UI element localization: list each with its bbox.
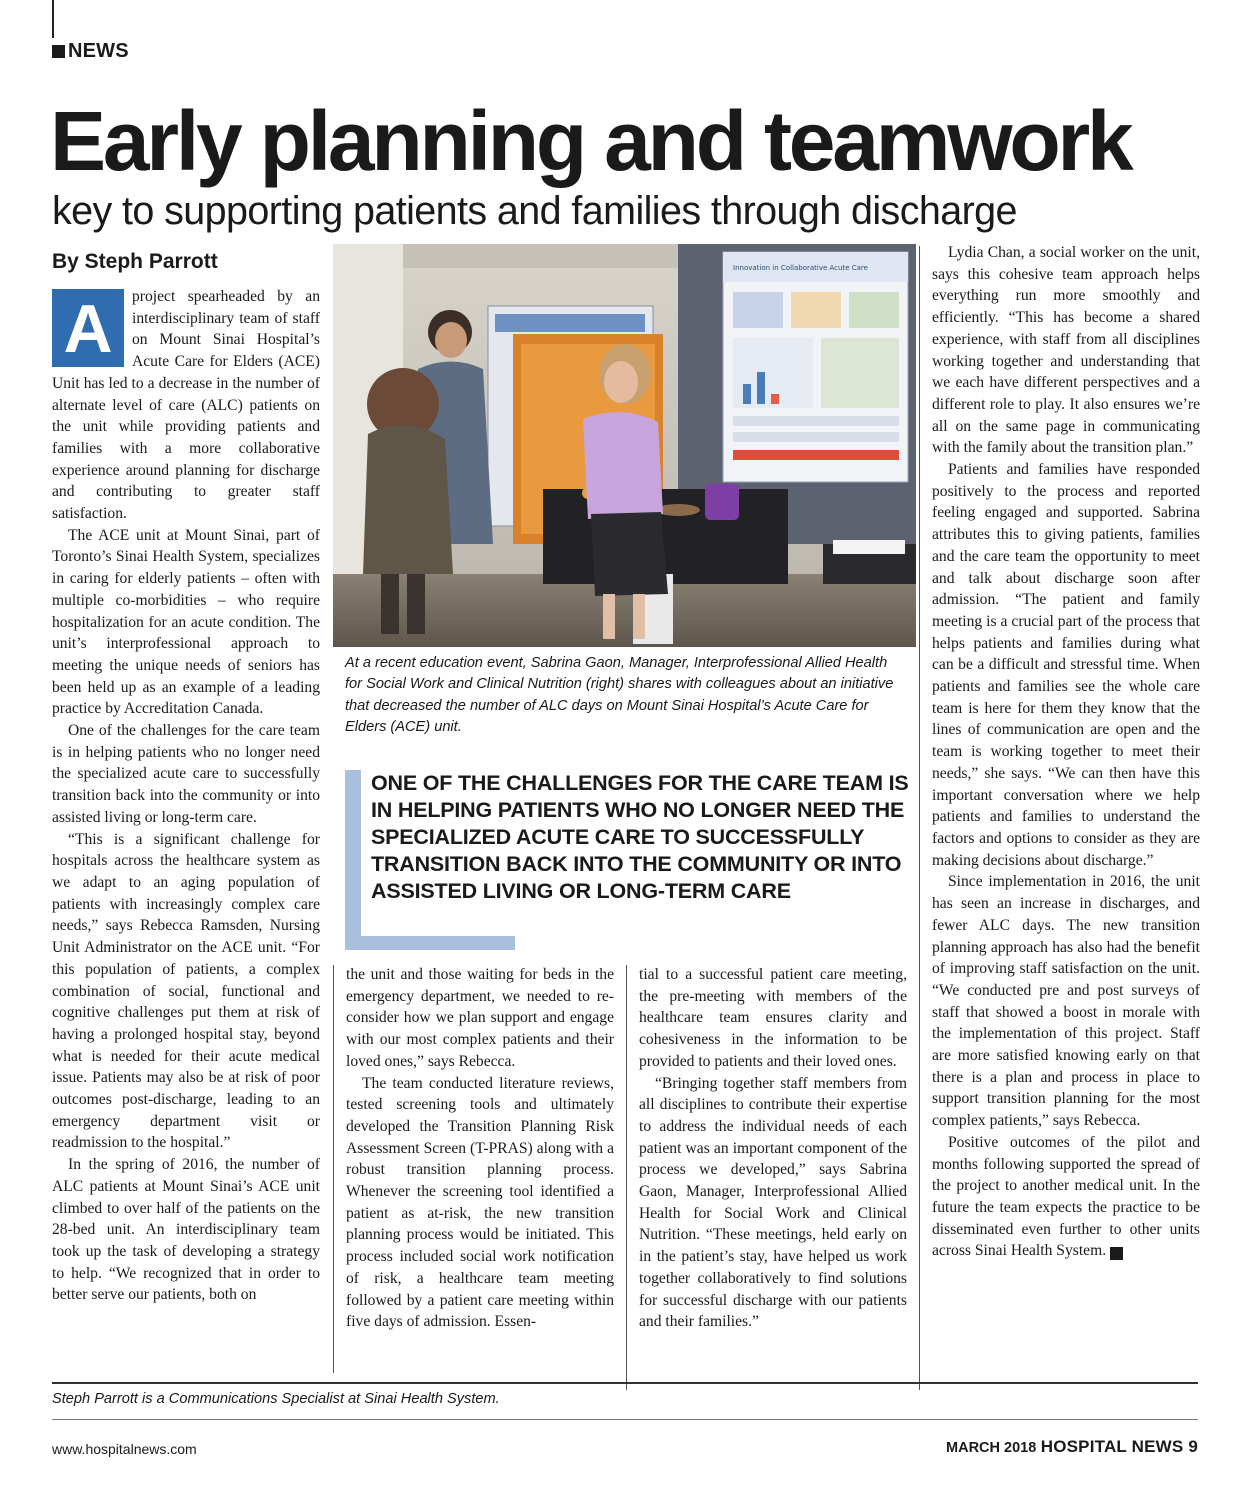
research-poster-title: Innovation in Collaborative Acute Care [733, 264, 868, 272]
article-column-4 [639, 964, 907, 1333]
article-column-1 [52, 286, 320, 1306]
person-woman-legs [381, 574, 399, 634]
poster-chart-bar [757, 372, 765, 404]
person-woman-coat [363, 425, 453, 574]
subheadline: key to supporting patients and families through discharge [52, 189, 1017, 233]
article-paragraph: In the spring of 2016, the number of ALC patients at Mount Sinai’s ACE unit climbed to over half of the patients on the 28-bed unit. An interdisciplinary team took up the task of developing a strategy to help. “We recognized that in order to better serve our patients, both on [52, 1156, 320, 1304]
drop-cap: A [52, 289, 124, 367]
section-text: NEWS [68, 40, 129, 62]
background-poster-header [495, 314, 645, 332]
column-rule [626, 965, 627, 1390]
article-paragraph: The ACE unit at Mount Sinai, part of Toronto’s Sinai Health System, specializes in caring for elderly patients – often with multiple co-morbidities – who require hospitalization for an acute condition. The unit’s interprofessional approach to meeting the unique needs of seniors has been held up as an example of a leading practice by Accreditation Canada. [52, 526, 320, 718]
article-paragraph: tial to a successful patient care meeting, the pre-meeting with members of the healthcare team ensures clarity and cohesiveness in the information to be provided to patients and their loved ones. [639, 966, 907, 1070]
article-paragraph: the unit and those waiting for beds in the emergency department, we needed to re-consider how we plan support and engage with our most complex patients and their loved ones,” says Rebecca. [346, 966, 614, 1070]
pull-quote [345, 770, 909, 950]
article-column-3 [346, 964, 614, 1333]
section-rule [52, 0, 54, 38]
author-note: Steph Parrott is a Communications Specialist at Sinai Health System. [52, 1391, 500, 1407]
article-paragraph: Since implementation in 2016, the unit has seen an increase in discharges, and fewer ALC days. The new transition planning approach has also had the benefit of improving staff satisfaction on the unit. “We conducted pre and post surveys of staff that showed a boost in morale with the implementation of this project. Staff are more satisfied knowing early on that there is a plan and process in place to support transition planning for the most complex patients,” says Rebecca. [932, 873, 1200, 1130]
article-paragraph: One of the challenges for the care team is in helping patients who no longer need the specialized acute care to successfully transition back into the community or into assisted living or long-term care. [52, 722, 320, 826]
article-paragraph [52, 286, 320, 525]
person-sabrina-skirt [591, 512, 668, 596]
column-rule [333, 965, 334, 1373]
footer-rule-top [52, 1382, 1198, 1384]
person-sabrina-legs [603, 594, 615, 639]
person-sabrina-top [583, 412, 663, 519]
section-label [52, 40, 129, 63]
article-paragraph: Patients and families have responded positively to the process and reported feeling engaged and supported. Sabrina attributes this to giving patients, families and the care team the opportunity to meet and talk about discharge soon after admission. “The patient and family meeting is a crucial part of the process that helps patients and families during what can be a difficult and stressful time. When patients and families see the whole care team is here for them they know that the lines of communication are open and the team is working together to meet their needs,” she says. “We can then have this important conversation where we help patients and families to understand the factors and options to consider as they are making decisions about discharge.” [932, 461, 1200, 869]
event-photo-illustration [333, 244, 916, 647]
byline: By Steph Parrott [52, 250, 218, 273]
pull-quote-text: ONE OF THE CHALLENGES FOR THE CARE TEAM IS IN HELPING PATIENTS WHO NO LONGER NEED THE SPECIALIZED ACUTE CARE TO SUCCESSFULLY TRANSITION BACK INTO THE COMMUNITY OR INTO ASSISTED LIVING OR LONG-TERM CARE [371, 771, 909, 903]
paragraph-text: project spearheaded by an interdisciplinary team of staff on Mount Sinai Hospital’s Acute Care for Elders (ACE) Unit has led to a decrease in the number of alternate level of care (ALC) patients on the unit while providing patients and families with a more collaborative experience around planning for discharge and contributing to greater staff satisfaction. [52, 288, 320, 523]
article-paragraph: Lydia Chan, a social worker on the unit, says this cohesive team approach helps everything run more smoothly and efficiently. “This has become a shared experience, with staff from all disciplines working together and understanding that we each have different perspectives and a different role to play. It also ensures we’re all on the same page in communicating with the family about the transition plan.” [932, 244, 1200, 457]
website-link[interactable]: www.hospitalnews.com [52, 1441, 197, 1457]
article-paragraph [932, 1132, 1200, 1262]
person-man-face [435, 322, 467, 358]
column-rule [919, 246, 920, 1390]
event-photo [333, 244, 916, 647]
person-sabrina-face [604, 361, 638, 403]
poster-text-block [733, 416, 899, 426]
publication-page: HOSPITAL NEWS 9 [1040, 1437, 1198, 1456]
paragraph-text: Positive outcomes of the pilot and months following supported the spread of the project to another medical unit. In the future the team expects the practice to be disseminated even further to other units across Sinai Health System. [932, 1133, 1200, 1260]
poster-chart-bar [771, 394, 779, 404]
poster-figure [849, 292, 899, 328]
article-paragraph: The team conducted literature reviews, tested screening tools and ultimately developed the Transition Planning Risk Assessment Screen (T-PRAS) along with a robust transition planning process. Whenever the screening tool identified a patient as at-risk, the new transition planning process would be initiated. This process included social work notification of risk, a healthcare team meeting followed by a patient care meeting within five days of admission. Essen- [346, 1074, 614, 1331]
issue-date: MARCH 2018 [946, 1440, 1037, 1456]
photo-caption: At a recent education event, Sabrina Gaon, Manager, Interprofessional Allied Health for Social Work and Clinical Nutrition (right) shares with colleagues about an initiative that decreased the number of ALC days on Mount Sinai Hospital’s Acute Care for Elders (ACE) unit. [345, 655, 894, 736]
poster-chart [821, 338, 899, 408]
article-paragraph: “Bringing together staff members from all disciplines to contribute their expertise to address the individual needs of each patient was an important component of the process we developed,” says Sabrina Gaon, Manager, Interprofessional Allied Health for Social Work and Clinical Nutrition. “These meetings, held early on in the patient’s stay, have helped us work together collaboratively to find solutions for successful discharge with our patients and their families.” [639, 1074, 907, 1331]
person-woman-legs [407, 574, 425, 634]
footer-rule-bottom [52, 1419, 1198, 1420]
article-paragraph: “This is a significant challenge for hospitals across the healthcare system as we adapt to an aging population of patients with increasingly complex care needs,” says Rebecca Ramsden, Nursing Unit Administrator on the ACE unit. “For this population of patients, a complex combination of social, functional and cognitive challenges put them at risk of having a prolonged hospital stay, beyond what is needed for their acute medical issue. Patients may also be at risk of poor outcomes post-discharge, leading to an emergency department visit or readmission to the hospital.” [52, 830, 320, 1152]
poster-footer-band [733, 450, 899, 460]
pull-quote-underline [345, 936, 515, 950]
headline: Early planning and teamwork [50, 94, 1131, 188]
table-card [833, 540, 905, 554]
pull-quote-bar [345, 770, 361, 950]
end-mark-icon: H [1110, 1247, 1123, 1260]
purple-bag [705, 484, 739, 520]
article-column-5 [932, 242, 1200, 1262]
person-sabrina-legs [633, 594, 645, 639]
poster-text-block [733, 432, 899, 442]
poster-figure [791, 292, 841, 328]
page-folio [946, 1437, 1198, 1457]
section-square-icon [52, 45, 65, 58]
poster-figure [733, 292, 783, 328]
poster-chart-bar [743, 384, 751, 404]
